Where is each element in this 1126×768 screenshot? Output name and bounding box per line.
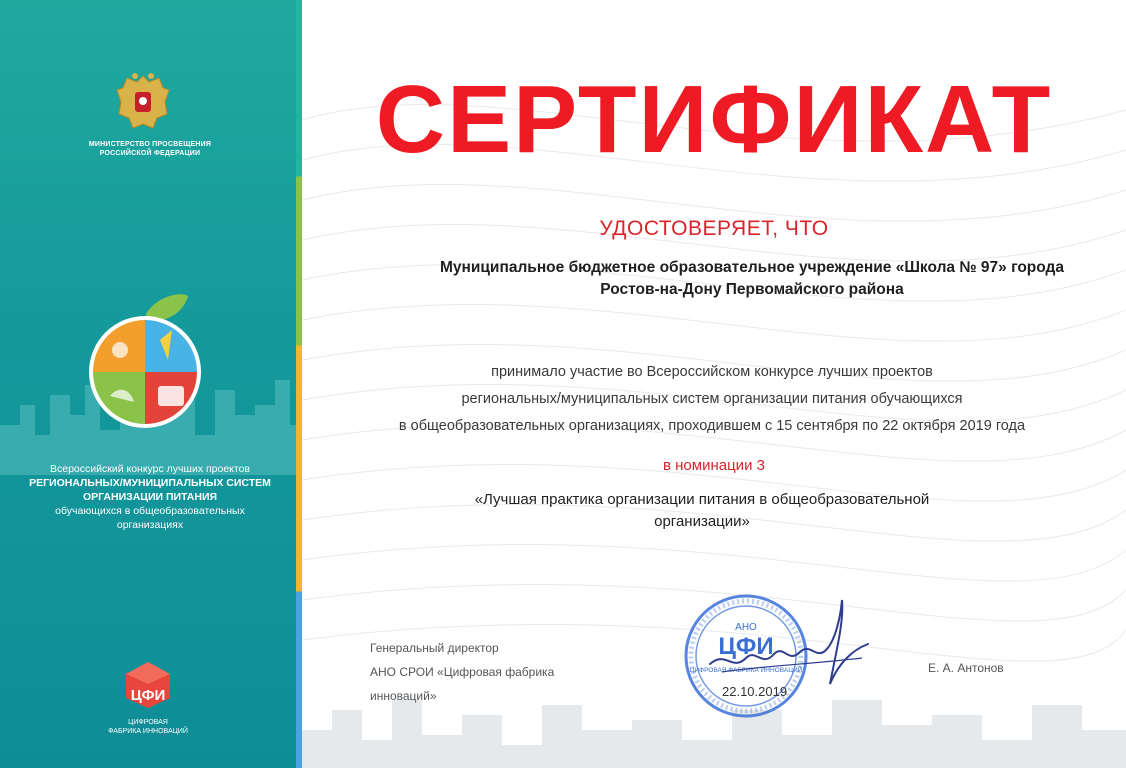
apple-logo-icon xyxy=(80,290,210,430)
contest-line-5: организациях xyxy=(116,519,184,531)
position-line-1: Генеральный директор xyxy=(370,641,499,655)
signature-date: 22.10.2019 xyxy=(722,684,788,699)
signatory-name: Е. А. Антонов xyxy=(928,661,1004,675)
text-line-2: региональных/муниципальных систем организации питания обучающихся xyxy=(461,391,963,407)
contest-line-3: ОРГАНИЗАЦИИ ПИТАНИЯ xyxy=(82,491,218,503)
nomination-label: в номинации 3 xyxy=(663,457,765,474)
cfi-line-2: ФАБРИКА ИННОВАЦИЙ xyxy=(108,728,188,735)
nomination-name-line-1: «Лучшая практика организации питания в общеобразовательной xyxy=(474,491,930,508)
org-line-2: Ростов-на-Дону Первомайского района xyxy=(600,281,904,298)
certificate-title: СЕРТИФИКАТ xyxy=(375,66,1053,173)
nomination-name-line-2: организации» xyxy=(654,513,750,530)
text-line-3: в общеобразовательных организациях, проходившем с 15 сентября по 22 октября 2019 года xyxy=(398,418,1026,434)
organization-name xyxy=(362,257,1126,301)
contest-line-4: обучающихся в общеобразовательных xyxy=(55,505,245,517)
position-line-3: инноваций» xyxy=(370,689,437,703)
left-panel xyxy=(0,0,300,768)
certifies-heading: УДОСТОВЕРЯЕТ, ЧТО xyxy=(599,217,829,240)
participation-text xyxy=(332,359,1092,440)
stamp-top-text: АНО xyxy=(735,622,757,633)
stamp-sub-text: ЦИФРОВАЯ ФАБРИКА ИННОВАЦИЙ xyxy=(689,667,803,674)
org-line-1: Муниципальное бюджетное образовательное учреждение «Школа № 97» города xyxy=(439,259,1065,276)
cfi-cube-icon xyxy=(123,660,173,710)
cfi-label xyxy=(80,718,216,736)
contest-description xyxy=(20,462,280,532)
certificate-body xyxy=(302,0,1126,768)
nomination-name xyxy=(432,489,972,533)
ministry-line-1: МИНИСТЕРСТВО ПРОСВЕЩЕНИЯ xyxy=(88,141,212,148)
position-line-2: АНО СРОИ «Цифровая фабрика xyxy=(370,665,555,679)
contest-line-2: РЕГИОНАЛЬНЫХ/МУНИЦИПАЛЬНЫХ СИСТЕМ xyxy=(29,477,271,489)
russian-emblem-icon xyxy=(115,70,171,134)
ministry-line-2: РОССИЙСКОЙ ФЕДЕРАЦИИ xyxy=(99,150,201,157)
cfi-line-1: ЦИФРОВАЯ xyxy=(128,719,168,726)
contest-line-1: Всероссийский конкурс лучших проектов xyxy=(49,463,251,475)
cfi-logo-text: ЦФИ xyxy=(130,687,166,704)
text-line-1: принимало участие во Всероссийском конкурсе лучших проектов xyxy=(491,364,933,380)
ministry-label xyxy=(60,140,240,158)
stamp-center-text: ЦФИ xyxy=(718,633,774,660)
signatory-position xyxy=(370,636,600,708)
